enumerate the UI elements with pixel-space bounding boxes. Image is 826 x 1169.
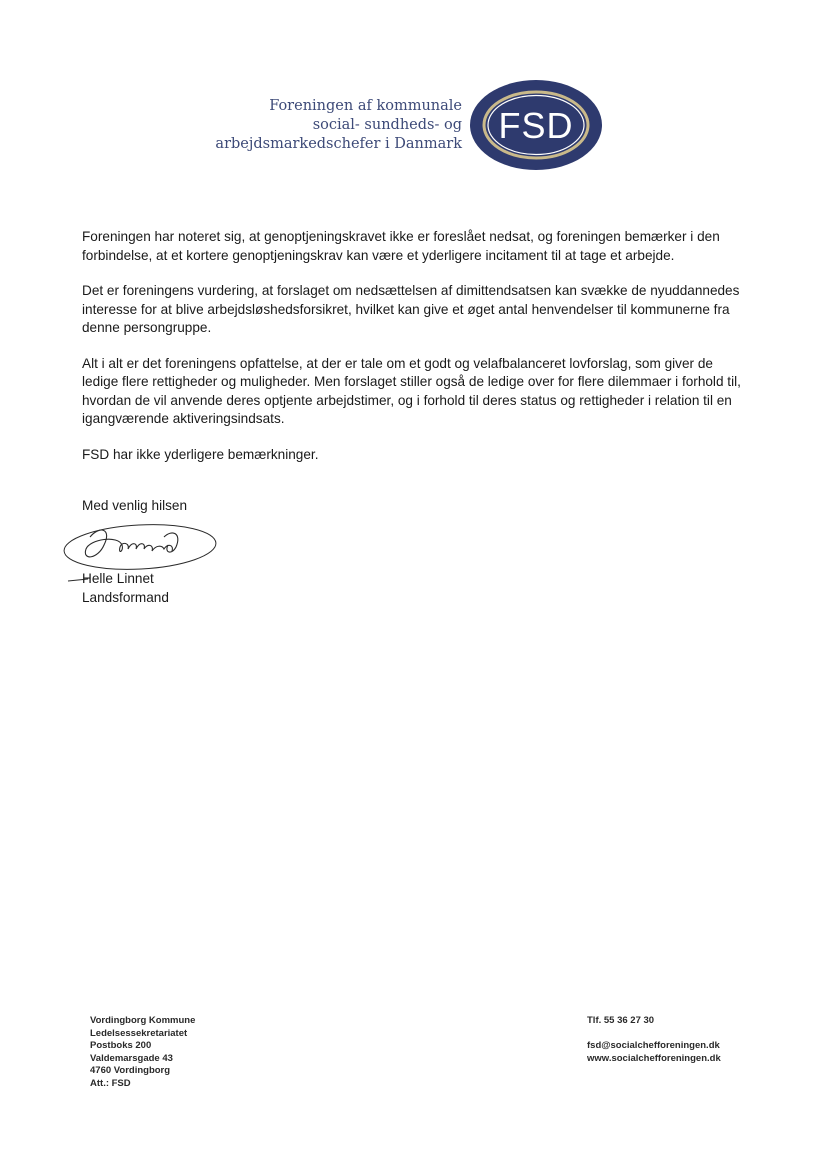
footer-address <box>90 1015 195 1090</box>
footer-contact <box>587 1015 721 1065</box>
address-line: Vordingborg Kommune <box>90 1015 196 1026</box>
paragraph: FSD har ikke yderligere bemærkninger. <box>82 446 319 462</box>
website-address: www.socialchefforeningen.dk <box>587 1052 721 1064</box>
paragraph: Det er foreningens vurdering, at forslaget om nedsættelsen af dimittendsatsen kan svække de nyuddannedes interesse for at blive arbejdsløshedsforsikret, hvilket kan give et øget antal henvendelser til kommunerne fra denne persongruppe. <box>82 283 740 335</box>
org-name-line-3: arbejdsmarkedschefer i Danmark <box>215 136 462 152</box>
address-line: Postboks 200 <box>90 1040 152 1051</box>
email-address: fsd@socialchefforeningen.dk <box>587 1040 720 1051</box>
address-line: Att.: FSD <box>90 1077 131 1089</box>
fsd-logo <box>468 78 604 172</box>
address-line: 4760 Vordingborg <box>90 1065 171 1076</box>
org-name-line-2: social- sundheds- og <box>312 117 462 133</box>
signer-name: Helle Linnet <box>82 571 154 586</box>
letter-body <box>82 228 742 481</box>
phone-number: Tlf. 55 36 27 30 <box>587 1015 655 1026</box>
logo-text: FSD <box>498 105 574 146</box>
address-line: Ledelsessekretariatet <box>90 1027 188 1039</box>
signer-title: Landsformand <box>82 590 169 605</box>
closing-greeting: Med venlig hilsen <box>82 498 188 513</box>
address-line: Valdemarsgade 43 <box>90 1052 173 1064</box>
paragraph: Alt i alt er det foreningens opfattelse, at der er tale om et godt og velafbalanceret lovforslag, som giver de ledige flere rettigheder og muligheder. Men forslaget stiller også de ledige over for flere dilemmaer i forhold til, hvordan de vil anvende deres optjente arbejdstimer, og i forhold til deres status og rettigheder i relation til en igangværende aktiveringsindsats. <box>82 355 741 426</box>
org-name-line-1: Foreningen af kommunale <box>269 98 462 114</box>
organization-name <box>142 97 462 154</box>
paragraph: Foreningen har noteret sig, at genoptjeningskravet ikke er foreslået nedsat, og foreningen bemærker i den forbindelse, at et kortere genoptjeningskrav kan være et yderligere incitament til at tage et arbejde. <box>82 229 720 263</box>
